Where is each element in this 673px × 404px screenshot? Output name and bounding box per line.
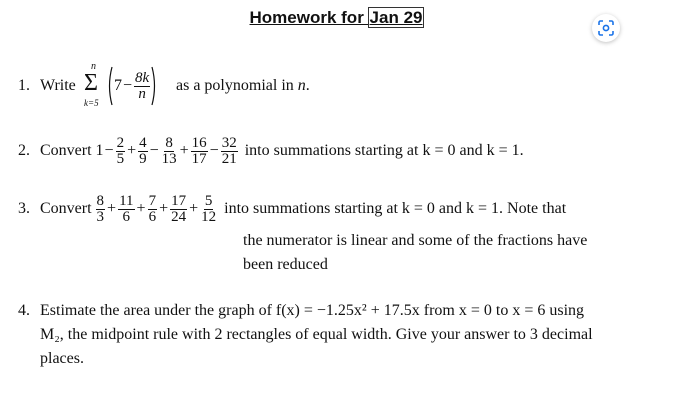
sum-upper-limit: n bbox=[91, 61, 96, 72]
term-operator: + bbox=[159, 200, 169, 217]
series-terms bbox=[95, 194, 219, 225]
problem-number: 1. bbox=[18, 77, 30, 94]
fraction-numerator: 8 bbox=[96, 192, 105, 209]
tail-variable: n bbox=[297, 77, 306, 94]
problem-tail: into summations starting at k = 0 and k = 1. Note that bbox=[224, 200, 567, 217]
fraction-denominator: 6 bbox=[148, 208, 157, 225]
term-constant: 7 bbox=[114, 77, 122, 94]
term-operator: + bbox=[107, 200, 117, 217]
term-fraction bbox=[118, 194, 134, 225]
fraction-denominator: 13 bbox=[161, 150, 177, 167]
problem-number: 2. bbox=[18, 142, 30, 159]
term-fraction bbox=[116, 136, 126, 167]
term-fraction bbox=[96, 194, 106, 225]
fraction-numerator: 2 bbox=[116, 134, 125, 151]
fraction-denominator: 21 bbox=[221, 150, 237, 167]
lens-search-button[interactable] bbox=[592, 14, 620, 42]
problem-line: places. bbox=[40, 350, 84, 367]
term-operator: + bbox=[136, 200, 146, 217]
right-paren bbox=[151, 66, 158, 106]
fraction-numerator: 17 bbox=[171, 192, 187, 209]
series-expression bbox=[40, 134, 524, 168]
term-operator: − bbox=[209, 142, 219, 159]
series-expression bbox=[40, 192, 566, 226]
problem-3-continuation bbox=[243, 229, 587, 277]
problem-tail: into summations starting at k = 0 and k = 1. bbox=[244, 142, 524, 159]
fraction-numerator: 8k bbox=[135, 69, 150, 86]
fraction-denominator: 5 bbox=[116, 150, 125, 167]
continuation-line: the numerator is linear and some of the fractions have bbox=[243, 232, 588, 249]
title-prefix: Homework for bbox=[249, 8, 369, 27]
fraction-denominator: 17 bbox=[191, 150, 207, 167]
fraction-numerator: 32 bbox=[221, 134, 237, 151]
term-fraction bbox=[170, 194, 187, 225]
problem-line: M₂, the midpoint rule with 2 rectangles of equal width. Give your answer to 3 decimal bbox=[40, 326, 593, 343]
term-operator: − bbox=[149, 142, 159, 159]
fraction-denominator: 6 bbox=[122, 208, 131, 225]
sum-expression bbox=[106, 64, 158, 108]
problem-number: 4. bbox=[18, 302, 30, 319]
fraction-denominator: 3 bbox=[96, 208, 105, 225]
fraction-denominator: 9 bbox=[139, 150, 147, 167]
title-selected-text[interactable]: Jan 29 bbox=[369, 8, 423, 27]
sum-sign: Σ bbox=[84, 70, 98, 96]
problem-number: 3. bbox=[18, 200, 30, 217]
fraction-numerator: 4 bbox=[139, 134, 147, 151]
summation-symbol bbox=[84, 62, 108, 110]
term-fraction bbox=[161, 136, 178, 167]
term-operator: − bbox=[104, 142, 114, 159]
series-terms bbox=[104, 136, 239, 167]
page-title bbox=[0, 8, 673, 28]
problem-lead: Convert 1 bbox=[40, 142, 104, 159]
term-fraction bbox=[200, 194, 217, 225]
problem-lead: Write bbox=[40, 77, 76, 94]
fraction-denominator: 24 bbox=[171, 208, 187, 225]
fraction-numerator: 8 bbox=[165, 134, 173, 151]
continuation-line: been reduced bbox=[243, 256, 328, 273]
tail-period: . bbox=[305, 77, 310, 94]
term-fraction bbox=[148, 194, 158, 225]
fraction-denominator: n bbox=[138, 85, 146, 102]
tail-text: as a polynomial in bbox=[176, 77, 294, 94]
fraction-numerator: 7 bbox=[148, 192, 157, 209]
fraction-numerator: 11 bbox=[119, 192, 134, 209]
term-minus: − bbox=[123, 77, 133, 94]
sum-lower-limit: k=5 bbox=[84, 98, 99, 108]
term-fraction bbox=[191, 136, 208, 167]
problem-line: Estimate the area under the graph of f(x) = −1.25x² + 17.5x from x = 0 to x = 6 using bbox=[40, 302, 585, 319]
term-fraction bbox=[221, 136, 238, 167]
term-fraction bbox=[134, 71, 150, 102]
problem-lead: Convert bbox=[40, 200, 92, 217]
problem-tail bbox=[176, 76, 310, 96]
term-fraction bbox=[138, 136, 148, 167]
fraction-numerator: 16 bbox=[191, 134, 207, 151]
problem-4 bbox=[18, 299, 593, 371]
fraction-numerator: 5 bbox=[204, 192, 213, 209]
left-paren bbox=[106, 66, 113, 106]
term-operator: + bbox=[127, 142, 137, 159]
lens-search-icon bbox=[598, 20, 614, 36]
fraction-denominator: 12 bbox=[201, 208, 217, 225]
term-operator: + bbox=[179, 142, 189, 159]
term-operator: + bbox=[189, 200, 199, 217]
